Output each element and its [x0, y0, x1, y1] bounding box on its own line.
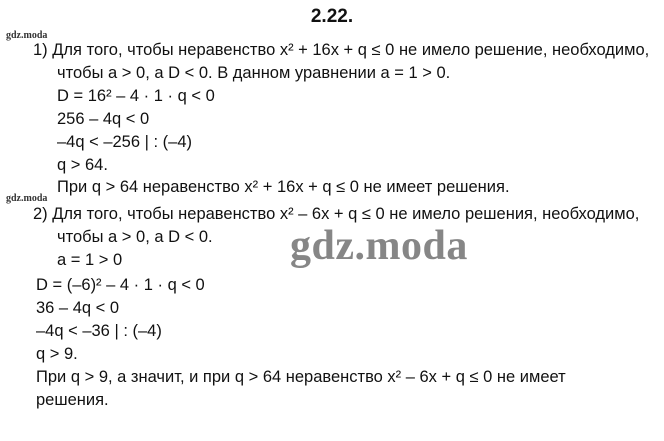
part2-condition-line2: чтобы a > 0, а D < 0.	[57, 228, 213, 246]
part1-step2: –4q < –256 | : (–4)	[57, 133, 193, 151]
part2-step1: 36 – 4q < 0	[36, 299, 120, 317]
watermark-top: gdz.moda	[6, 30, 48, 41]
part2-discriminant: D = (–6)² – 4 · 1 · q < 0	[36, 276, 205, 294]
problem-title: 2.22.	[310, 6, 354, 27]
part2-a-value: a = 1 > 0	[57, 251, 123, 269]
part1-conclusion: При q > 64 неравенство x² + 16x + q ≤ 0 не имеет решения.	[57, 178, 510, 196]
part1-condition-line1: 1) Для того, чтобы неравенство x² + 16x + q ≤ 0 не имело решение, необходимо,	[33, 41, 650, 59]
part1-condition-line2: чтобы a > 0, а D < 0. В данном уравнении a = 1 > 0.	[57, 64, 451, 82]
part1-step1: 256 – 4q < 0	[57, 110, 150, 128]
part1-result: q > 64.	[57, 156, 108, 174]
part2-conclusion-line1: При q > 9, а значит, и при q > 64 неравенство x² – 6x + q ≤ 0 не имеет	[36, 368, 566, 386]
part1-discriminant: D = 16² – 4 · 1 · q < 0	[57, 87, 215, 105]
watermark-logo: gdz.moda	[290, 223, 468, 269]
part2-step2: –4q < –36 | : (–4)	[36, 322, 162, 340]
part2-condition-line1: 2) Для того, чтобы неравенство x² – 6x + q ≤ 0 не имело решения, необходимо,	[33, 205, 640, 223]
part2-conclusion-line2: решения.	[36, 391, 109, 409]
part2-result: q > 9.	[36, 345, 78, 363]
watermark-middle: gdz.moda	[6, 193, 48, 204]
